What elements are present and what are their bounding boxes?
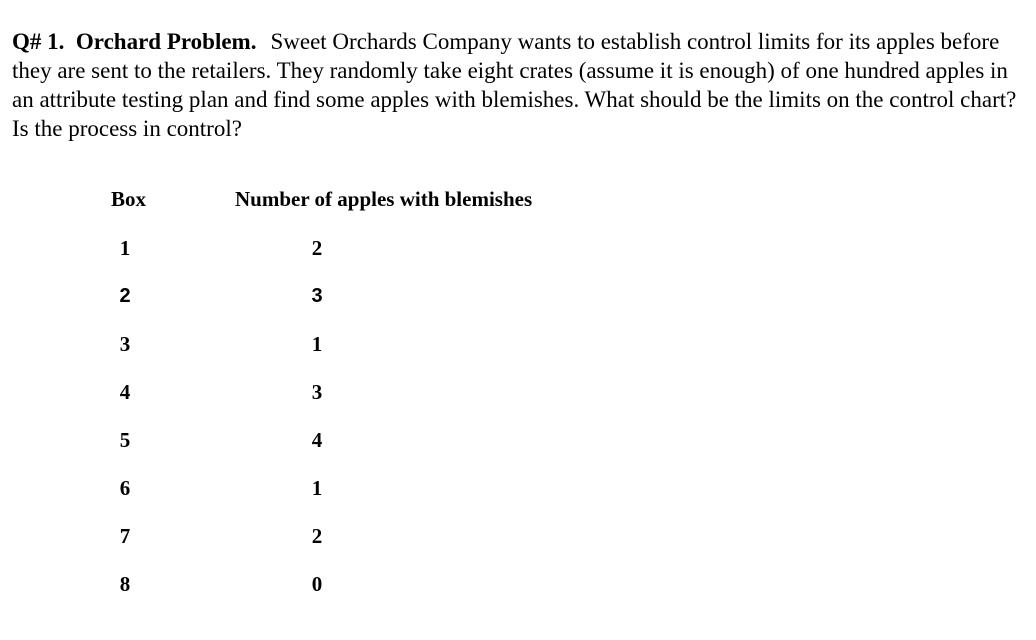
blemish-count-cell: 0 <box>311 572 323 596</box>
box-number-cell: 4 <box>119 380 131 404</box>
box-number-cell: 1 <box>119 236 131 260</box>
blemish-count-cell: 3 <box>311 285 323 307</box>
box-number-cell: 5 <box>119 428 131 452</box>
box-column-header: Box <box>111 187 147 211</box>
box-number-cell: 3 <box>119 332 131 356</box>
blemish-count-cell: 4 <box>311 428 323 452</box>
question-body: Sweet Orchards Company wants to establish control limits for its apples before they are sent to the retailers. They randomly take eight crates (assume it is enough) of one hundred apples in an attribute testing plan and find some apples with blemishes. What should be the limits on the control chart? Is the process in control? <box>12 29 1017 141</box>
blemish-count-cell: 1 <box>311 476 323 500</box>
blemish-count-cell: 2 <box>311 524 323 548</box>
blemish-count-cell: 1 <box>311 332 323 356</box>
box-number-cell: 2 <box>119 285 131 307</box>
question-number: Q# 1. <box>12 29 65 54</box>
blemish-count-cell: 2 <box>311 236 323 260</box>
box-number-cell: 7 <box>119 524 131 548</box>
box-number-cell: 8 <box>119 572 131 596</box>
box-number-cell: 6 <box>119 476 131 500</box>
blemish-count-cell: 3 <box>311 380 323 404</box>
count-column-header: Number of apples with blemishes <box>235 187 533 211</box>
question-title: Orchard Problem. <box>75 29 257 54</box>
